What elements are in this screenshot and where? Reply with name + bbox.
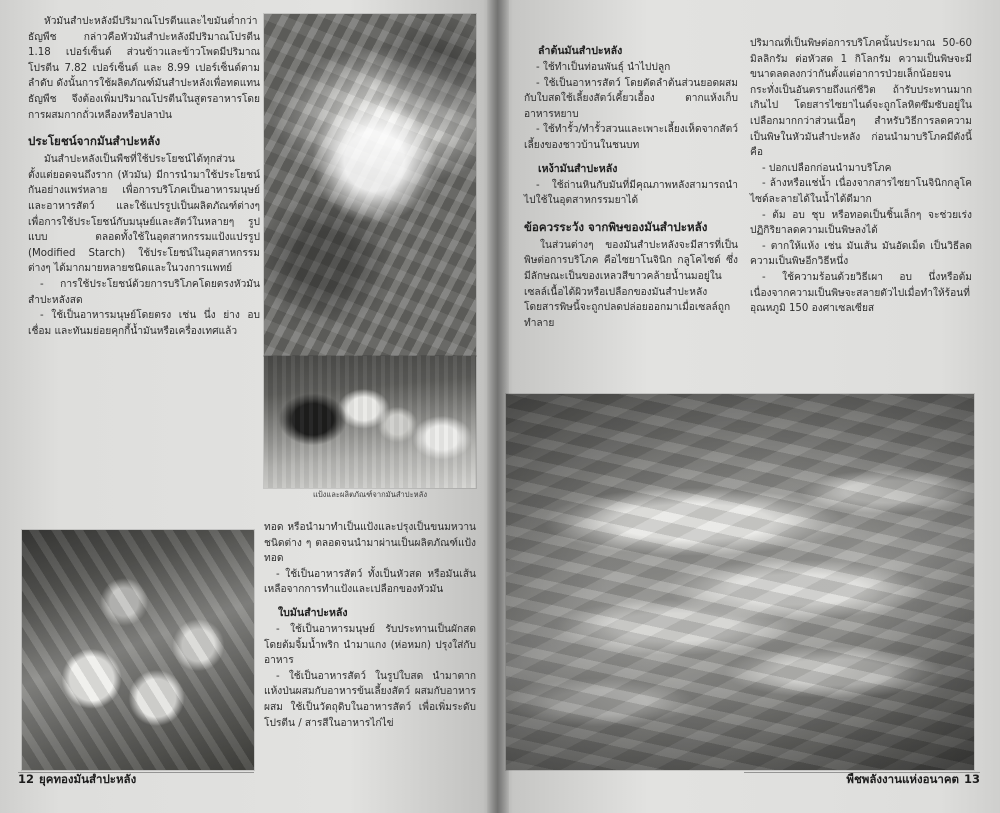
paragraph: หัวมันสำปะหลังมีปริมาณโปรตีนและไขมันต่ำกว่าธัญพืช กล่าวคือหัวมันสำปะหลังมีปริมาณโปรตีน 1.18 เปอร์เซ็นต์ ส่วนข้าวและข้าวโพดมีปริมาณโปรตีน 7.82 เปอร์เซ็นต์ และ 8.99 เปอร์เซ็นต์ตามลำดับ ดังนั้นการใช้ผลิตภัณฑ์มันสำปะหลังเพื่อทดแทนธัญพืช จึงต้องเพิ่มปริมาณโปรตีนในสูตรอาหารโดยการผสมกากถั่วเหลืองหรือปลาป่น [28, 16, 260, 121]
cassava-flour-products-photo [264, 356, 476, 488]
section-heading-benefits: ประโยชน์จากมันสำปะหลัง [28, 134, 161, 149]
running-title: ยุคทองมันสำปะหลัง [39, 772, 137, 786]
subheading-cassava-rhizome: เหง้ามันสำปะหลัง [538, 162, 618, 175]
harvested-cassava-tubers-photo [506, 394, 974, 770]
paragraph: ทอด หรือนำมาทำเป็นแป้งและปรุงเป็นขนมหวานชนิดต่าง ๆ ตลอดจนนำมาผ่านเป็นผลิตภัณฑ์แป้งทอด [264, 522, 476, 565]
right-page-column-2 [750, 36, 972, 317]
left-page-column-2 [264, 520, 476, 731]
bullet-item: - ตากให้แห้ง เช่น มันเส้น มันอัดเม็ด เป็นวิธีลดความเป็นพิษอีกวิธีหนึ่ง [750, 240, 972, 268]
paragraph: ปริมาณที่เป็นพิษต่อการบริโภคนั้นประมาณ 50-60 มิลลิกรัม ต่อหัวสด 1 กิโลกรัม ความเป็นพิษจะมีขนาดลดลงกว่ากันตั้งแต่อาการป่วยเล็กน้อยจนกระทั่งเป็นอันตรายถึงแก่ชีวิต ถ้ารับประทานมากเกินไป โดยสารไซยาไนด์จะถูกโลหิตซึมซับอยู่ในเปลือกมากกว่าส่วนเนื้อๆ สำหรับวิธีการลดความเป็นพิษในหัวมันสำปะหลัง ก่อนนำมาบริโภคมีดังนี้ คือ [750, 38, 972, 159]
left-page-column-1 [28, 14, 260, 339]
section-heading-warning: ข้อควรระวัง จากพิษของมันสำปะหลัง [524, 219, 708, 234]
paragraph: มันสำปะหลังเป็นพืชที่ใช้ประโยชน์ได้ทุกส่วน ตั้งแต่ยอดจนถึงราก (หัวมัน) มีการนำมาใช้ประโยชน์กันอย่างแพร่หลาย เพื่อการบริโภคเป็นอาหารมนุษย์ และอาหารสัตว์ และใช้แปรรูปเป็นผลิตภัณฑ์ต่างๆ เพื่อการใช้ประโยชน์กับมนุษย์และสัตว์ในหลายๆ รูปแบบ ตลอดทั้งใช้ในอุตสาหกรรมแป้งแปรรูป (Modified Starch) ใช้ประโยชน์ในอุตสาหกรรมต่างๆ ได้มากมายหลายชนิดและในวงการแพทย์ [28, 154, 260, 275]
right-page-column-1 [524, 36, 738, 331]
bullet-item: - ใช้ความร้อนด้วยวิธีเผา อบ นึ่งหรือต้ม เนื่องจากความเป็นพิษจะสลายตัวไปเมื่อทำให้ร้อนที่อุณหภูมิ 150 องศาเซลเซียส [750, 271, 972, 315]
bullet-item: - ใช้เป็นอาหารสัตว์ ทั้งเป็นหัวสด หรือมันเส้นเหลือจากการทำแป้งและเปลือกของหัวมัน [264, 568, 476, 596]
bullet-item: - ปอกเปลือกก่อนนำมาบริโภค [762, 162, 892, 174]
bullet-item: - ใช้เป็นอาหารมนุษย์โดยตรง เช่น นึ่ง ย่าง อบ เชื่อม และทันมย่อยคุกกี้น้ำมันหรือเครื่องเทศแล้ว [28, 310, 260, 337]
subheading-cassava-stem: ลำต้นมันสำปะหลัง [538, 45, 623, 57]
bullet-item: - ใช้เป็นอาหารสัตว์ โดยตัดลำต้นส่วนยอดผสมกับใบสดใช้เลี้ยงสัตว์เคี้ยวเอื้อง ตากแห้งเก็บอาหารหยาบ [524, 77, 738, 120]
cassava-stem-logs-photo [264, 14, 476, 356]
bullet-item: - ใช้ทำรั้ว/ทำรั้วสวนและเพาะเลี้ยงเห็ดจากสัตว์เลี้ยงของชาวบ้านในชนบท [524, 124, 738, 151]
bullet-item: - ล้างหรือแช่น้ำ เนื่องจากสารไซยาโนจินิกกลูโคไซด์ละลายได้ในน้ำได้ดีมาก [750, 178, 972, 205]
bullet-item: - ใช้ทำเป็นท่อนพันธุ์ นำไปปลูก [536, 62, 671, 73]
page-number: 12 [18, 772, 35, 786]
bullet-item: - ใช้ถ่านหินกับมันที่มีคุณภาพหลังสามารถนำไปใช้ในอุตสาหกรรมยาได้ [524, 179, 738, 207]
photo-caption: แป้งและผลิตภัณฑ์จากมันสำปะหลัง [312, 490, 428, 499]
bullet-item: - ต้ม อบ ชุบ หรือทอดเป็นชิ้นเล็กๆ จะช่วยเร่งปฏิกิริยาลดความเป็นพิษลงได้ [750, 209, 972, 237]
subheading-cassava-leaves: ใบมันสำปะหลัง [278, 606, 348, 619]
running-title: พืชพลังงานแห่งอนาคต [846, 772, 959, 786]
paragraph: ในส่วนต่างๆ ของมันสำปะหลังจะมีสารที่เป็นพิษต่อการบริโภค คือไซยาโนจินิก กลูโคไซด์ ซึ่งมีลักษณะเป็นของเหลวสีขาวคล้ายน้ำนมอยู่ในเซลล์เนื้อได้ผิวหรือเปลือกของมันสำปะหลัง โดยสารพิษนี้จะถูกปลดปล่อยออกมาเมื่อเซลล์ถูกทำลาย [524, 239, 738, 329]
bullet-item: - ใช้เป็นอาหารสัตว์ ในรูปใบสด นำมาตากแห้งป่นผสมกับอาหารข้นเลี้ยงสัตว์ ผสมกับอาหารผสม ใช้เป็นวัตถุดิบในอาหารสัตว์ เพื่อเพิ่มระดับโปรตีน / สารสีในอาหารไก่ไข่ [264, 670, 476, 729]
bullet-item: - การใช้ประโยชน์ด้วยการบริโภคโดยตรงหัวมันสำปะหลังสด [28, 278, 260, 306]
bullet-item: - ใช้เป็นอาหารมนุษย์ รับประทานเป็นผักสด โดยต้มจิ้มน้ำพริก นำมาแกง (ห่อหมก) ปรุงใส่กับอาหาร [264, 623, 476, 667]
page-number: 13 [963, 772, 980, 786]
left-page-folio [18, 771, 136, 789]
sliced-cassava-roots-photo [22, 530, 254, 770]
right-page-folio [846, 771, 980, 789]
